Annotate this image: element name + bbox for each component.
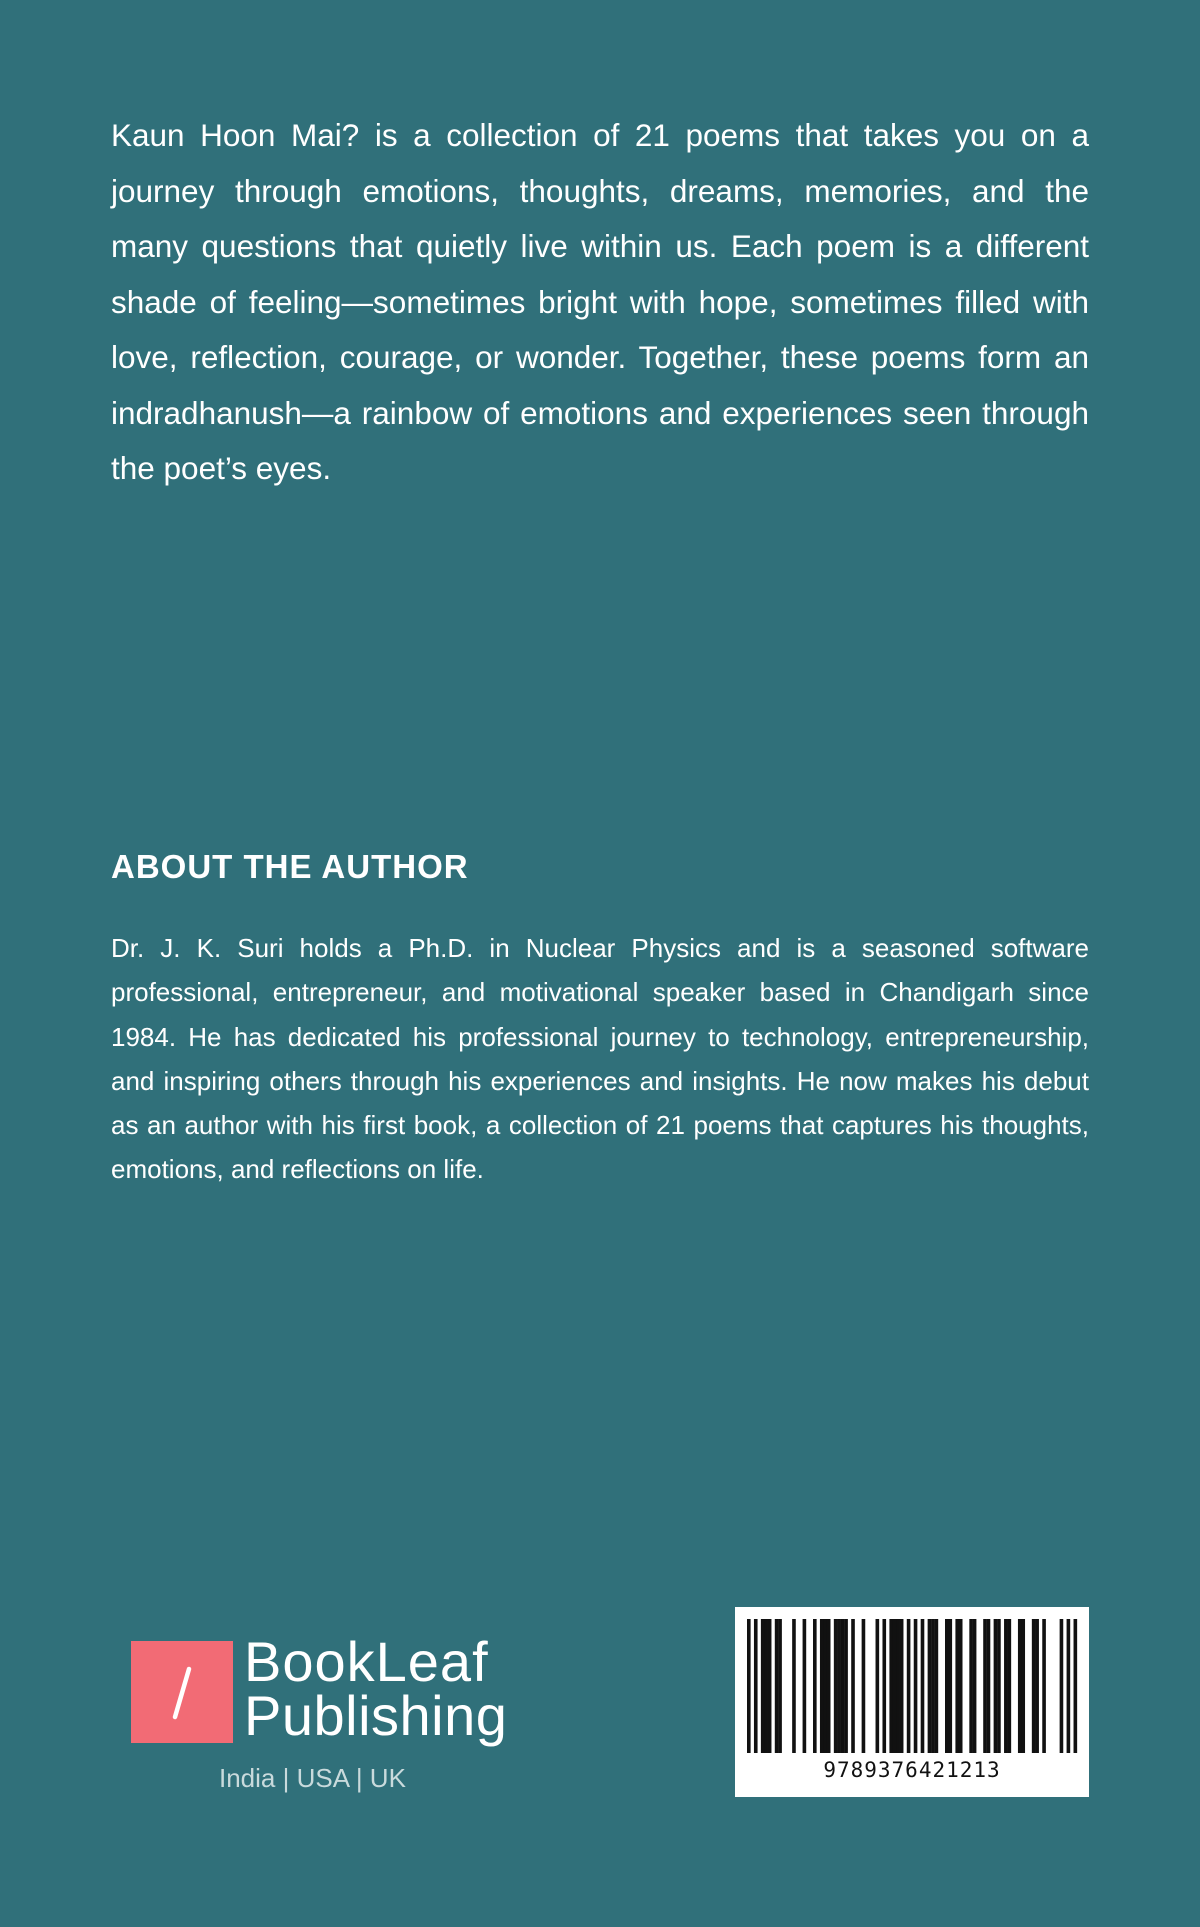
barcode-bar <box>820 1619 824 1753</box>
barcode-bar <box>1074 1619 1078 1753</box>
about-author-text: Dr. J. K. Suri holds a Ph.D. in Nuclear Physics and is a seasoned software professional, entrepreneur, and motivational speaker based in Chandigarh since 1984. He has dedicated his professional journey to technology, entrepreneurship, and inspiring others through his experiences and insights. He now makes his debut as an author with his first book, a collection of 21 poems that captures his thoughts, emotions, and reflections on life. <box>111 933 1089 1185</box>
barcode-bar <box>844 1619 848 1753</box>
barcode-bar <box>914 1619 918 1753</box>
publisher-name-line1: BookLeaf <box>244 1630 489 1693</box>
barcode-bar <box>841 1619 845 1753</box>
barcode-bar <box>907 1619 911 1753</box>
barcode-bar <box>973 1619 977 1753</box>
barcode-bar <box>1060 1619 1064 1753</box>
barcode-bar <box>803 1619 807 1753</box>
slash-icon <box>131 1641 233 1743</box>
barcode-bar <box>761 1619 765 1753</box>
publisher-name-line2: Publishing <box>244 1684 508 1747</box>
barcode-bar <box>959 1619 963 1753</box>
barcode-bar <box>813 1619 817 1753</box>
barcode-bar <box>900 1619 904 1753</box>
barcode-bars <box>735 1607 1089 1757</box>
barcode-bar <box>945 1619 949 1753</box>
barcode-bar <box>768 1619 772 1753</box>
publisher-regions: India | USA | UK <box>219 1763 406 1793</box>
barcode-bar <box>1004 1619 1008 1753</box>
barcode-bar <box>1021 1619 1025 1753</box>
barcode-bar <box>778 1619 782 1753</box>
barcode-bar <box>983 1619 987 1753</box>
barcode-bar <box>876 1619 880 1753</box>
barcode-bar <box>851 1619 855 1753</box>
barcode-bar <box>862 1619 866 1753</box>
barcode-bar <box>1067 1619 1071 1753</box>
barcode-bar <box>948 1619 952 1753</box>
barcode-bar <box>754 1619 758 1753</box>
barcode-bar <box>987 1619 991 1753</box>
barcode-bar <box>969 1619 973 1753</box>
barcode-bar <box>893 1619 897 1753</box>
isbn-barcode <box>735 1607 1089 1797</box>
barcode-bar <box>994 1619 998 1753</box>
barcode-bar <box>955 1619 959 1753</box>
barcode-bar <box>837 1619 841 1753</box>
publisher-logo <box>131 1630 531 1796</box>
barcode-bar <box>896 1619 900 1753</box>
barcode-bar <box>1035 1619 1039 1753</box>
barcode-bar <box>928 1619 932 1753</box>
barcode-bar <box>764 1619 768 1753</box>
barcode-bar <box>889 1619 893 1753</box>
barcode-bar <box>921 1619 925 1753</box>
barcode-bar <box>935 1619 939 1753</box>
barcode-bar <box>1042 1619 1046 1753</box>
barcode-bar <box>1018 1619 1022 1753</box>
barcode-bar <box>997 1619 1001 1753</box>
barcode-bar <box>775 1619 779 1753</box>
barcode-bar <box>827 1619 831 1753</box>
book-blurb: Kaun Hoon Mai? is a collection of 21 poems that takes you on a journey through emotions, thoughts, dreams, memories, and the many questions that quietly live within us. Each poem is a different shade of feeling—sometimes bright with hope, sometimes filled with love, reflection, courage, or wonder. Together, these poems form an indradhanush—a rainbow of emotions and experiences seen through the poet’s eyes. <box>111 117 1089 486</box>
barcode-bar <box>823 1619 827 1753</box>
barcode-bar <box>1032 1619 1036 1753</box>
barcode-bar <box>792 1619 796 1753</box>
barcode-bar <box>1008 1619 1012 1753</box>
barcode-bar <box>747 1619 751 1753</box>
isbn-number: 9789376421213 <box>823 1758 1001 1782</box>
barcode-bar <box>882 1619 886 1753</box>
barcode-bar <box>931 1619 935 1753</box>
barcode-bar <box>834 1619 838 1753</box>
about-author-heading: ABOUT THE AUTHOR <box>111 848 469 885</box>
